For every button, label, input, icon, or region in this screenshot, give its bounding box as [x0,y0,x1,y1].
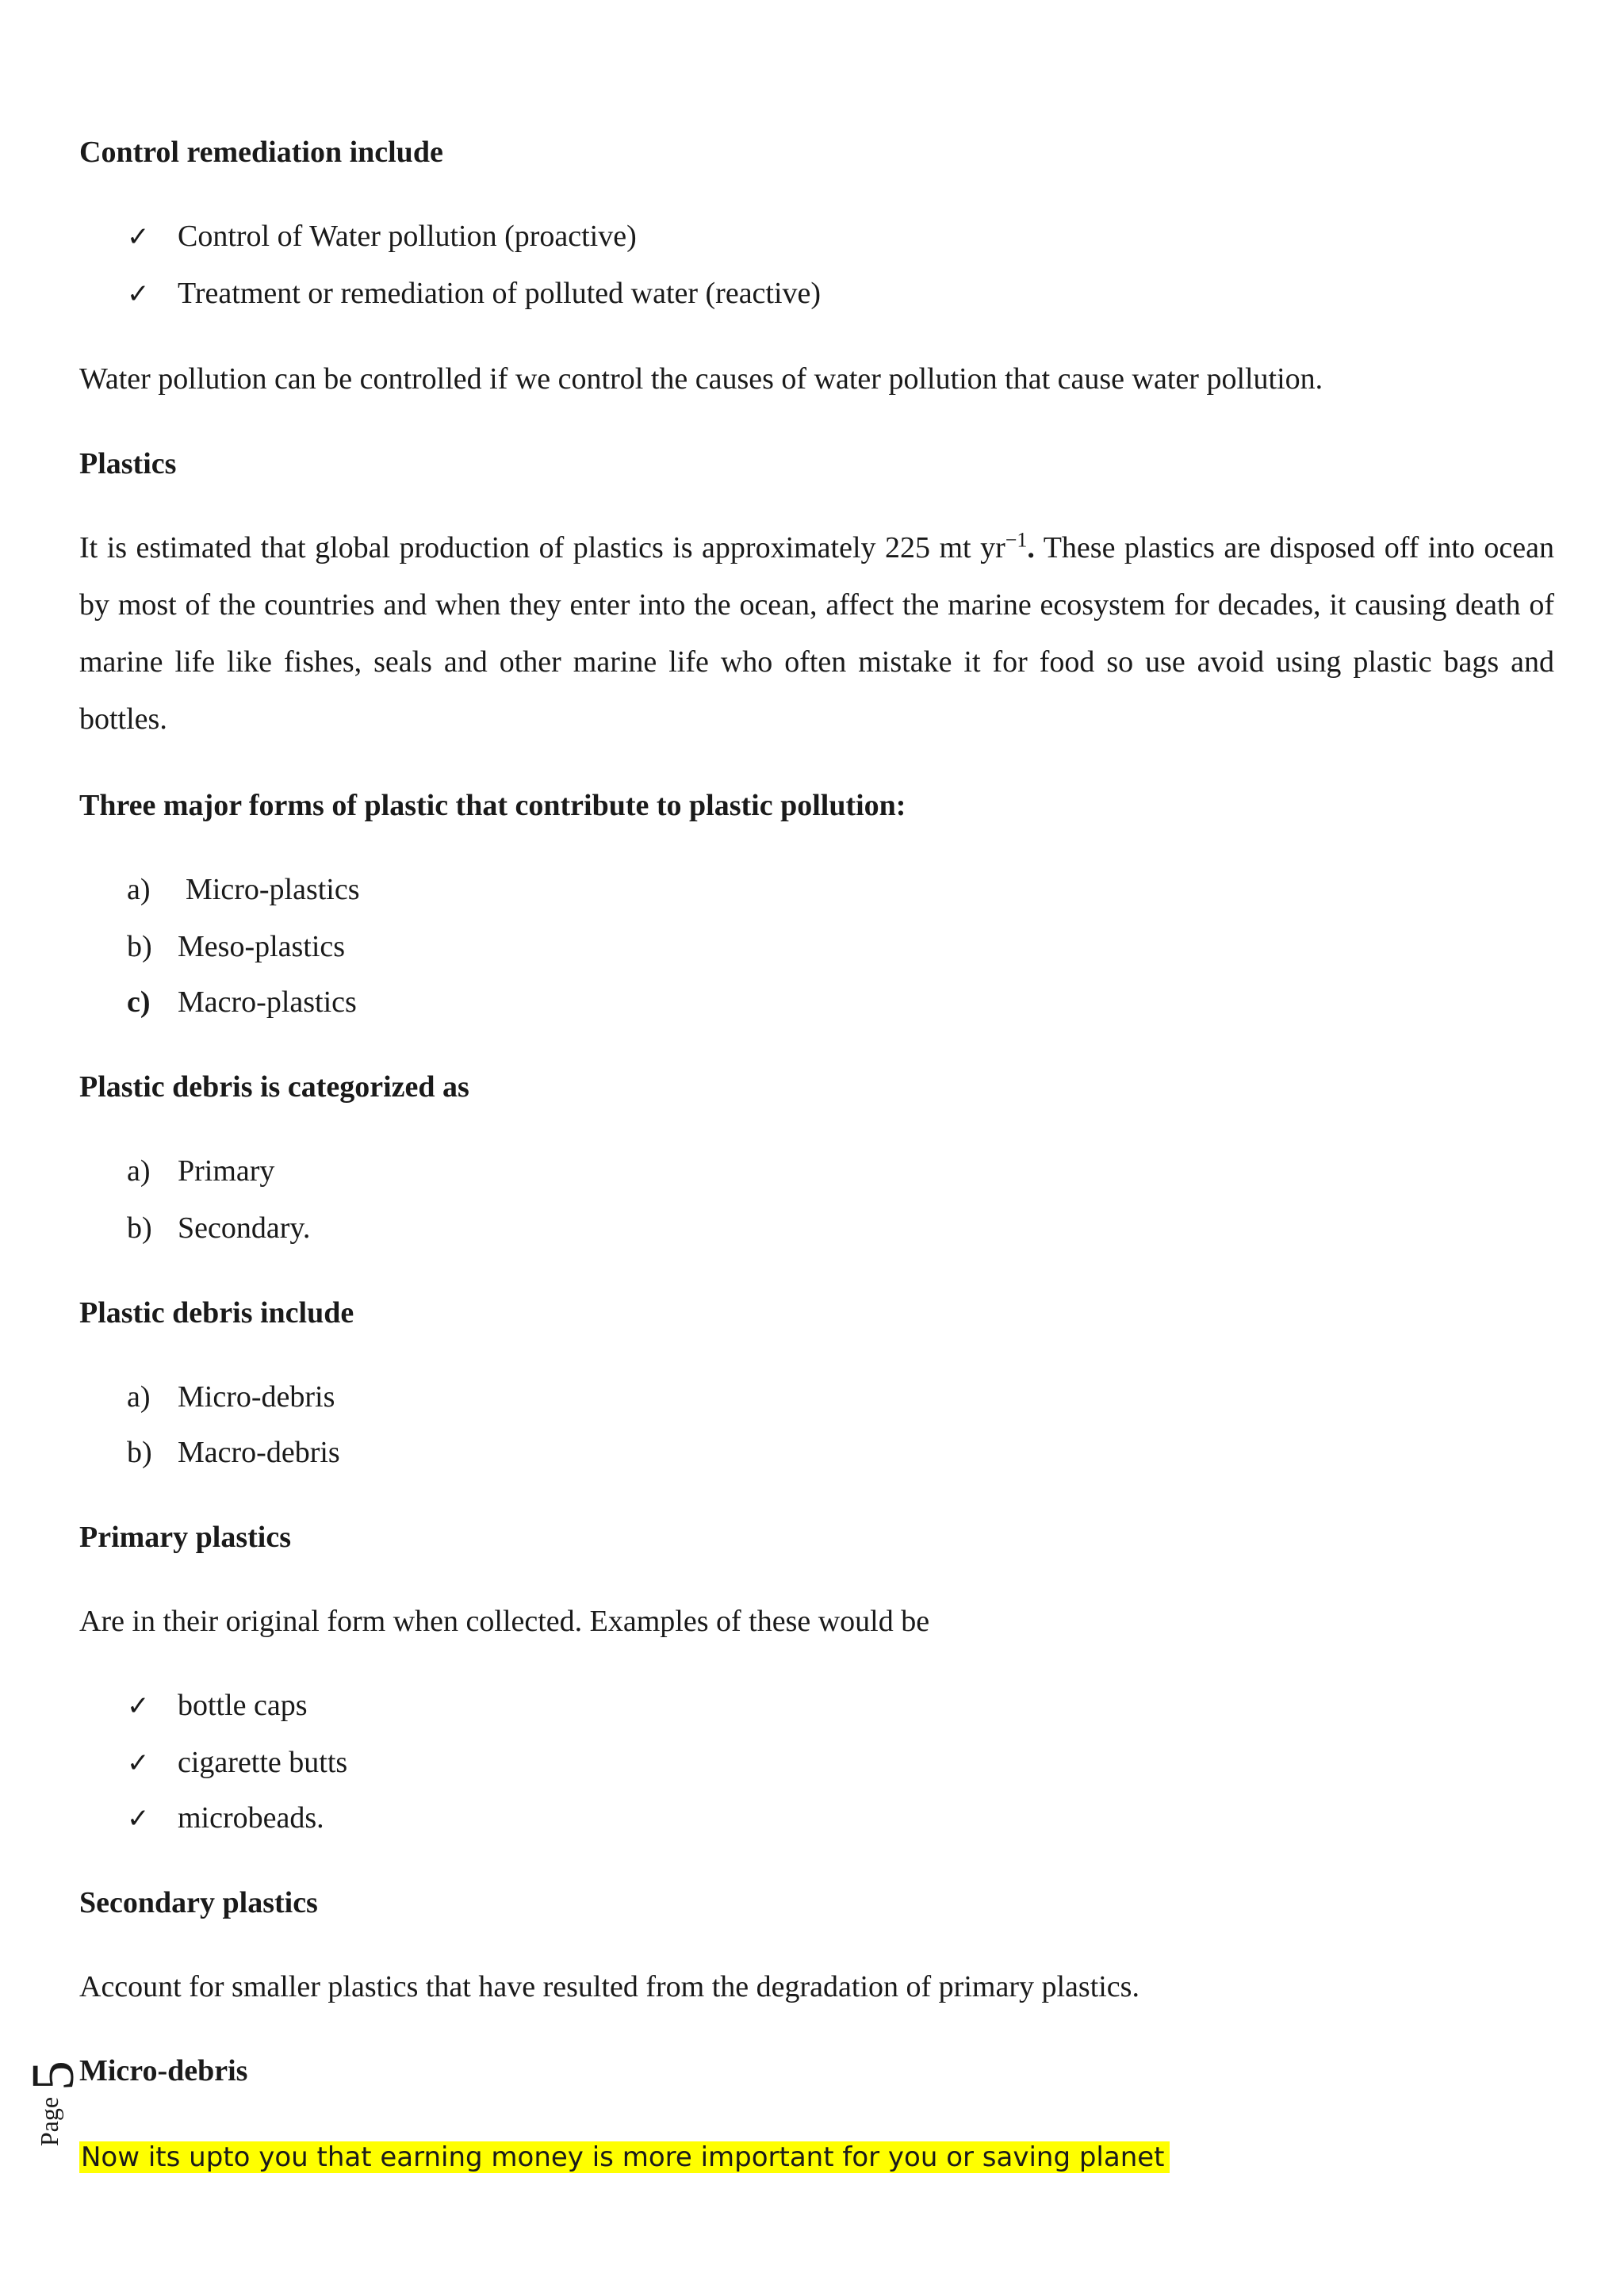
list-marker: b) [127,1436,152,1469]
checkmark-icon: ✓ [127,1747,150,1779]
list-marker: a) [127,873,151,906]
three-major-forms-heading: Three major forms of plastic that contribute to plastic pollution: [79,789,906,822]
secondary-plastics-paragraph: Account for smaller plastics that have resulted from the degradation of primary plastics. [79,1970,1139,2003]
list-marker: c) [127,985,151,1019]
list-item-text: Meso-plastics [178,930,346,963]
checkmark-icon: ✓ [127,1690,150,1722]
list-item [127,1433,340,1471]
list-item [127,1799,324,1838]
categorized-heading: Plastic debris is categorized as [79,1070,469,1104]
list-item [127,871,360,909]
primary-plastics-heading: Primary plastics [79,1521,292,1554]
plastics-paragraph [79,519,1554,748]
list-item-text: Secondary. [178,1211,311,1245]
plastics-period: . [1027,531,1035,564]
list-marker: a) [127,1380,151,1414]
list-item-text: Treatment or remediation of polluted water (reactive) [178,277,822,310]
list-item-text: Primary [178,1154,275,1188]
checkmark-icon: ✓ [127,1803,150,1835]
secondary-plastics-heading: Secondary plastics [79,1886,318,1919]
plastics-paragraph-rest: These plastics are disposed off into ocean by most of the countries and when they enter into the ocean, affect the marine ecosystem for decades, it causing death of marine life like fishes, seals and other marine life who often mistake it for food so use avoid using plastic bags and bottles. [79,531,1554,736]
list-marker: b) [127,930,152,963]
list-marker: b) [127,1211,152,1245]
checkmark-icon: ✓ [127,278,150,310]
debris-include-heading: Plastic debris include [79,1296,354,1330]
plastics-paragraph-start: It is estimated that global production of plastics is approximately 225 mt yr [79,531,1005,564]
list-marker: a) [127,1154,151,1188]
list-item-text: Micro-plastics [186,873,360,906]
list-item [127,274,821,313]
list-item-text: bottle caps [178,1689,308,1722]
list-item [127,1378,335,1416]
list-item-text: Macro-plastics [178,985,357,1019]
checkmark-icon: ✓ [127,221,150,253]
list-item [127,983,357,1021]
control-remediation-heading: Control remediation include [79,136,443,169]
list-item [127,1209,310,1247]
list-item [127,1686,308,1725]
plastics-heading: Plastics [79,447,177,480]
list-item [127,1743,347,1782]
list-item-text: cigarette butts [178,1746,348,1779]
highlighted-note [79,2138,1170,2176]
list-item-text: Control of Water pollution (proactive) [178,220,637,253]
micro-debris-heading: Micro-debris [79,2054,248,2087]
water-pollution-paragraph: Water pollution can be controlled if we control the causes of water pollution that cause water pollution. [79,362,1323,396]
list-item-text: Micro-debris [178,1380,335,1414]
list-item [127,1152,274,1190]
primary-plastics-paragraph: Are in their original form when collected. Examples of these would be [79,1605,930,1638]
plastics-superscript: −1 [1005,528,1028,552]
page-number-block [20,2030,86,2149]
list-item [127,217,637,256]
highlighted-note-text: Now its upto you that earning money is more important for you or saving planet [79,2141,1170,2173]
page-number: 5 [20,2061,86,2091]
list-item [127,928,345,966]
list-item-text: microbeads. [178,1801,324,1835]
list-item-text: Macro-debris [178,1436,340,1469]
page-label: Page [35,2096,63,2147]
